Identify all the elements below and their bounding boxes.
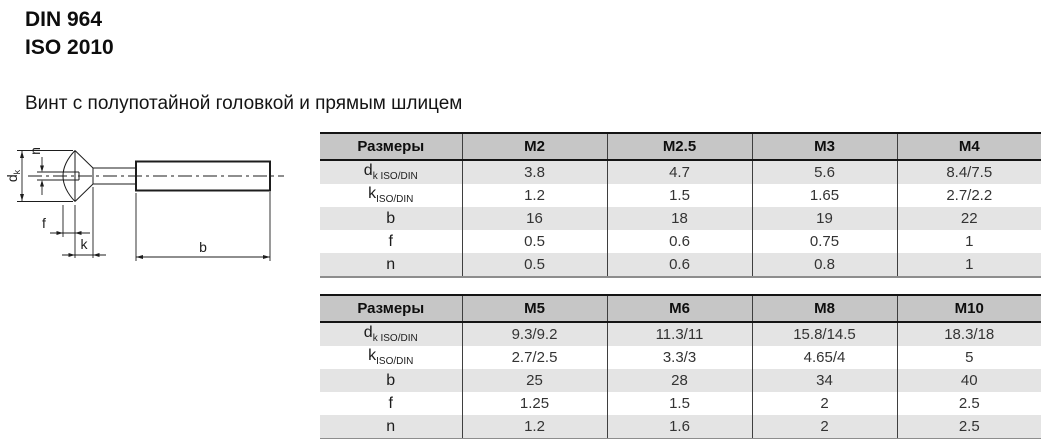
dimension-value: 18: [607, 207, 752, 230]
dim-label-f: f: [42, 215, 46, 231]
table-row: [320, 392, 1041, 415]
dimension-value: 0.5: [462, 230, 607, 253]
col-header-sizes: Размеры: [320, 133, 462, 160]
dim-label-dk: $d_k$: [4, 169, 22, 183]
table-row: [320, 415, 1041, 439]
dimension-value: 0.6: [607, 230, 752, 253]
dimension-value: 2.5: [897, 392, 1041, 415]
dimension-value: 2.7/2.5: [462, 346, 607, 369]
table-row: [320, 346, 1041, 369]
dimension-value: 28: [607, 369, 752, 392]
row-label: f: [388, 232, 393, 250]
dimension-value: 2: [752, 392, 897, 415]
row-label: b: [320, 369, 462, 392]
col-header-size: M5: [462, 295, 607, 322]
table-row: [320, 207, 1041, 230]
row-label: f: [388, 394, 393, 412]
dimension-value: 8.4/7.5: [897, 160, 1041, 184]
dimension-value: 19: [752, 207, 897, 230]
col-header-size: M2.5: [607, 133, 752, 160]
dimension-value: 4.7: [607, 160, 752, 184]
standard-iso: ISO 2010: [25, 36, 114, 59]
dimension-value: 9.3/9.2: [462, 322, 607, 346]
dimension-value: 1.25: [462, 392, 607, 415]
table-header-row: [320, 133, 1041, 160]
row-label: $d_{k ISO/DIN}$: [320, 160, 462, 184]
table-row: [320, 253, 1041, 277]
dimension-value: 2.7/2.2: [897, 184, 1041, 207]
dimension-value: 2.5: [897, 415, 1041, 439]
row-label: b: [320, 207, 462, 230]
dimension-value: 3.8: [462, 160, 607, 184]
row-label: $d_{k ISO/DIN}$: [320, 322, 462, 346]
dim-label-k: k: [80, 236, 88, 252]
dimension-value: 40: [897, 369, 1041, 392]
dimension-value: 1.6: [607, 415, 752, 439]
page-title: Винт с полупотайной головкой и прямым шлицем: [25, 93, 463, 114]
dim-label-b: b: [199, 239, 207, 255]
dimension-value: 1.2: [462, 415, 607, 439]
table-row: [320, 160, 1041, 184]
col-header-size: M6: [607, 295, 752, 322]
dimension-value: 1.65: [752, 184, 897, 207]
row-label: n: [320, 253, 462, 277]
dimension-value: 5.6: [752, 160, 897, 184]
col-header-size: M4: [897, 133, 1041, 160]
dimension-value: 1.5: [607, 392, 752, 415]
dimension-value: 22: [897, 207, 1041, 230]
dimensions-table-m5-m10: [320, 294, 1041, 439]
dimension-value: 0.8: [752, 253, 897, 277]
dimension-value: 18.3/18: [897, 322, 1041, 346]
dimension-value: 3.3/3: [607, 346, 752, 369]
table-row: [320, 369, 1041, 392]
dimension-value: 5: [897, 346, 1041, 369]
dimension-value: 15.8/14.5: [752, 322, 897, 346]
dimension-value: 1.2: [462, 184, 607, 207]
dimension-value: 1: [897, 253, 1041, 277]
table-row: [320, 322, 1041, 346]
dimension-value: 2: [752, 415, 897, 439]
row-label: $k_{ISO/DIN}$: [368, 347, 414, 368]
standard-titles: [25, 6, 114, 62]
dimension-value: 4.65/4: [752, 346, 897, 369]
row-label: $k_{ISO/DIN}$: [368, 185, 414, 206]
dimension-value: 25: [462, 369, 607, 392]
col-header-sizes: Размеры: [320, 295, 462, 322]
dimension-value: 0.5: [462, 253, 607, 277]
dimension-value: 16: [462, 207, 607, 230]
standard-din: DIN 964: [25, 8, 103, 31]
dimension-value: 1: [897, 230, 1041, 253]
col-header-size: M10: [897, 295, 1041, 322]
dim-label-n: n: [27, 147, 43, 155]
table-row: [320, 230, 1041, 253]
table-header-row: [320, 295, 1041, 322]
dimensions-table-m2-m4: [320, 132, 1041, 278]
col-header-size: M2: [462, 133, 607, 160]
dimension-value: 0.6: [607, 253, 752, 277]
col-header-size: M3: [752, 133, 897, 160]
row-label: n: [320, 415, 462, 439]
col-header-size: M8: [752, 295, 897, 322]
dimension-value: 0.75: [752, 230, 897, 253]
screw-technical-drawing: [0, 135, 320, 281]
dimension-value: 11.3/11: [607, 322, 752, 346]
dimension-value: 1.5: [607, 184, 752, 207]
table-row: [320, 184, 1041, 207]
dimension-value: 34: [752, 369, 897, 392]
